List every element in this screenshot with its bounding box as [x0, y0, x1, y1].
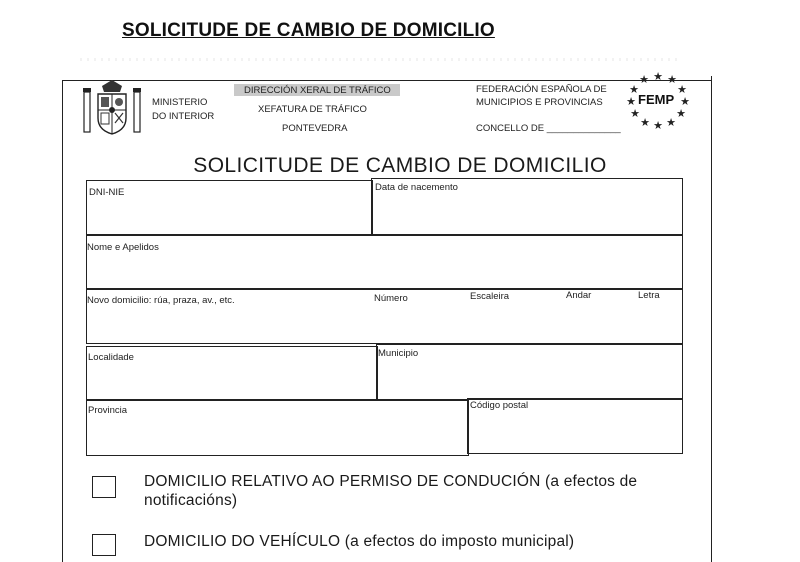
- svg-text:★: ★: [676, 107, 686, 120]
- svg-text:★: ★: [653, 70, 663, 83]
- coat-of-arms-icon: [80, 78, 144, 138]
- ministry-line1: MINISTERIO: [152, 97, 208, 108]
- locality-label: Localidade: [88, 352, 134, 363]
- name-field[interactable]: [86, 234, 683, 290]
- dni-label: DNI-NIE: [89, 187, 125, 198]
- floor-label: Andar: [566, 290, 592, 301]
- driving-license-address-label: DOMICILIO RELATIVO AO PERMISO DE CONDUCIÓN (a efectos de notificacións): [144, 473, 638, 509]
- municipality-label: Municipio: [378, 348, 419, 359]
- driving-license-address-checkbox[interactable]: [92, 476, 116, 498]
- svg-text:★: ★: [680, 95, 690, 108]
- svg-text:★: ★: [630, 107, 640, 120]
- xefatura-label: XEFATURA DE TRÁFICO: [258, 104, 367, 115]
- province-header-label: PONTEVEDRA: [282, 123, 348, 134]
- ministry-line2: DO INTERIOR: [152, 111, 215, 122]
- svg-text:★: ★: [640, 116, 650, 129]
- dni-field[interactable]: [86, 180, 373, 236]
- scan-noise: [80, 58, 680, 61]
- svg-text:★: ★: [626, 95, 636, 108]
- province-field[interactable]: [86, 400, 469, 456]
- svg-text:★: ★: [666, 116, 676, 129]
- svg-text:★: ★: [677, 83, 687, 96]
- svg-text:★: ★: [653, 119, 663, 130]
- municipality-field[interactable]: [376, 344, 683, 400]
- frame-left-border: [62, 80, 63, 562]
- concello-label: CONCELLO DE ______________: [476, 123, 621, 134]
- number-label: Número: [374, 293, 408, 304]
- letter-label: Letra: [638, 290, 660, 301]
- dgt-label: DIRECCIÓN XERAL DE TRÁFICO: [244, 85, 391, 96]
- province-label: Provincia: [88, 405, 128, 416]
- svg-text:★: ★: [667, 73, 677, 86]
- address-label: Novo domicilio: rúa, praza, av., etc.: [87, 295, 235, 306]
- birth-date-label: Data de nacemento: [375, 182, 458, 193]
- frame-top-border: [62, 80, 712, 81]
- document-title: SOLICITUDE DE CAMBIO DE DOMICILIO: [122, 20, 495, 41]
- vehicle-address-label: DOMICILIO DO VEHÍCULO (a efectos do imposto municipal): [144, 533, 575, 550]
- form-title: SOLICITUDE DE CAMBIO DE DOMICILIO: [193, 154, 607, 177]
- vehicle-address-checkbox[interactable]: [92, 534, 116, 556]
- stair-label: Escaleira: [470, 291, 510, 302]
- federation-line2: MUNICIPIOS E PROVINCIAS: [476, 97, 603, 108]
- femp-logo-text: FEMP: [638, 92, 675, 107]
- postal-code-label: Código postal: [470, 400, 529, 411]
- svg-text:★: ★: [629, 83, 639, 96]
- svg-text:★: ★: [639, 73, 649, 86]
- federation-line1: FEDERACIÓN ESPAÑOLA DE: [476, 84, 607, 95]
- name-label: Nome e Apelidos: [87, 242, 159, 253]
- frame-right-border: [711, 76, 712, 562]
